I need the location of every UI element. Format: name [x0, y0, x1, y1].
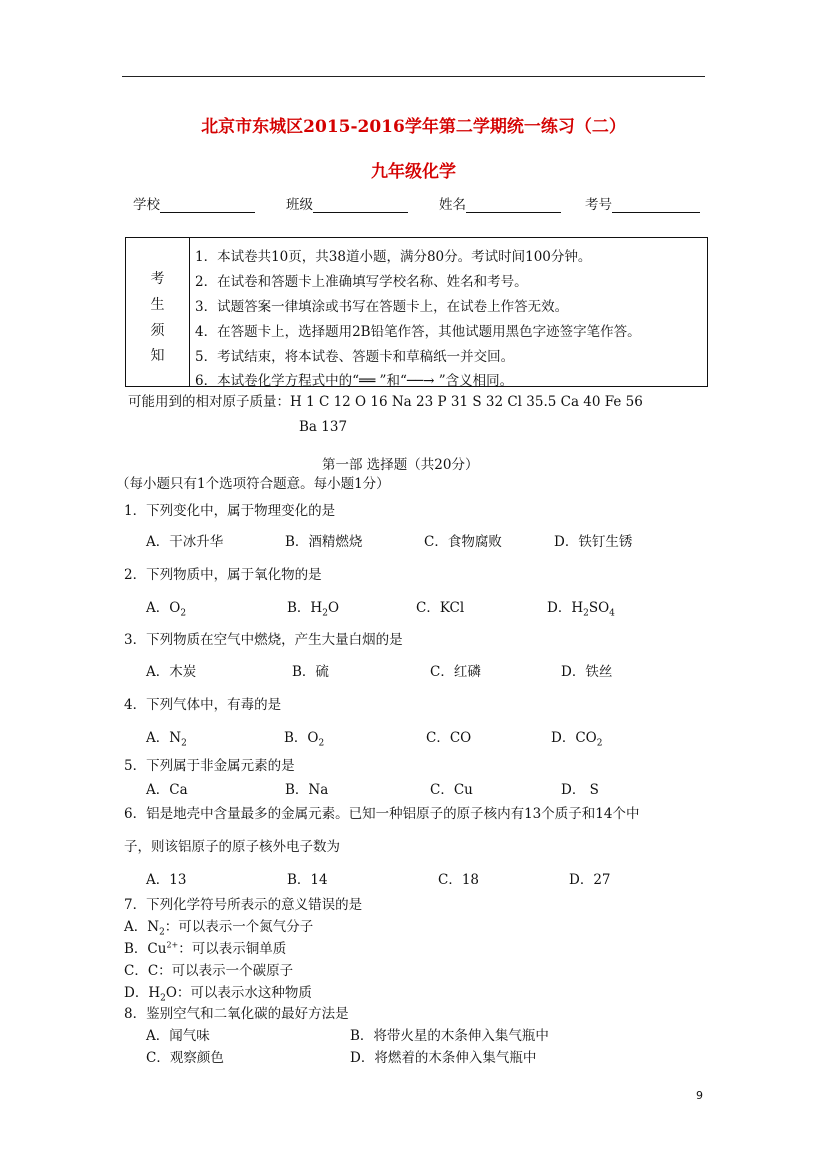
option-d[interactable]: D． S — [561, 782, 599, 798]
school-label: 学校 — [133, 197, 160, 213]
option-d[interactable] — [124, 981, 312, 1004]
section-note: （每小题只有1个选项符合题意。每小题1分） — [116, 476, 390, 492]
notice-item: 1．本试卷共10页，共38道小题，满分80分。考试时间100分钟。 — [195, 249, 592, 265]
option-a[interactable]: A．闻气味 — [146, 1028, 210, 1044]
option-c[interactable]: C．观察颜色 — [146, 1050, 224, 1066]
notice-box — [125, 237, 708, 387]
notice-item: 4．在答题卡上，选择题用2B铅笔作答，其他试题用黑色字迹签字笔作答。 — [195, 324, 641, 340]
option-c[interactable]: C．CO — [426, 730, 472, 746]
option-text: A．O — [146, 600, 181, 616]
notice-item: 3．试题答案一律填涂或书写在答题卡上，在试卷上作答无效。 — [195, 299, 569, 315]
subscript: 2 — [322, 608, 328, 619]
notice-item: 6．本试卷化学方程式中的“══ ”和“──→ ”含义相同。 — [195, 373, 514, 389]
option-d[interactable]: D．铁钉生锈 — [554, 534, 633, 550]
class-label: 班级 — [286, 197, 313, 213]
option-a[interactable]: A．Ca — [146, 782, 188, 798]
exam-title: 北京市东城区2015-2016学年第二学期统一练习（二） — [201, 117, 626, 137]
option-b[interactable] — [124, 937, 286, 957]
notice-heading-char: 考 — [150, 271, 165, 287]
name-label: 姓名 — [439, 197, 466, 213]
school-field — [133, 193, 255, 213]
question-stem-continued: 子，则该铝原子的原子核外电子数为 — [124, 839, 340, 855]
option-text: D．H — [547, 600, 584, 616]
option-tail: ：可以表示铜单质 — [178, 941, 287, 957]
name-blank[interactable] — [466, 198, 561, 213]
option-text: A．N — [124, 919, 160, 935]
notice-item: 5．考试结束，将本试卷、答题卡和草稿纸一并交回。 — [195, 349, 515, 365]
option-c[interactable]: C．食物腐败 — [424, 534, 502, 550]
subscript: 2 — [583, 608, 589, 619]
notice-heading — [126, 238, 190, 386]
notice-item: 2．在试卷和答题卡上准确填写学校名称、姓名和考号。 — [195, 274, 528, 290]
class-field — [286, 193, 408, 213]
notice-heading-char: 生 — [150, 297, 165, 313]
superscript: 2+ — [166, 940, 179, 950]
subscript: 2 — [596, 738, 603, 749]
option-a[interactable]: A．13 — [146, 872, 187, 888]
option-d[interactable]: D．27 — [569, 872, 611, 888]
option-a[interactable] — [146, 596, 186, 619]
option-c[interactable]: C．C：可以表示一个碳原子 — [124, 963, 294, 979]
option-text: D．H — [124, 985, 161, 1001]
option-b[interactable] — [284, 726, 324, 749]
option-text: B．H — [287, 600, 323, 616]
option-tail: SO — [588, 600, 610, 616]
school-blank[interactable] — [160, 198, 255, 213]
option-d[interactable] — [547, 596, 615, 619]
option-tail: O — [327, 600, 340, 616]
option-d[interactable]: D．铁丝 — [561, 664, 613, 680]
header-rule — [122, 76, 705, 77]
page-number: 9 — [696, 1089, 703, 1102]
question-stem: 2．下列物质中，属于氧化物的是 — [124, 567, 322, 583]
option-a[interactable] — [146, 726, 187, 749]
option-d[interactable] — [551, 726, 602, 749]
option-text: B．O — [284, 730, 319, 746]
notice-heading-char: 须 — [150, 323, 165, 339]
option-tail: O：可以表示水这种物质 — [165, 985, 312, 1001]
exam-number-field — [585, 193, 700, 213]
subscript: 4 — [609, 608, 615, 619]
question-stem: 7．下列化学符号所表示的意义错误的是 — [124, 897, 363, 913]
subscript: 2 — [159, 927, 165, 938]
option-a[interactable]: A．木炭 — [146, 664, 197, 680]
class-blank[interactable] — [313, 198, 408, 213]
subscript: 2 — [181, 738, 187, 749]
option-text: D．CO — [551, 730, 597, 746]
option-a[interactable]: A．干冰升华 — [146, 534, 224, 550]
exam-number-label: 考号 — [585, 197, 612, 213]
option-d[interactable]: D．将燃着的木条伸入集气瓶中 — [350, 1050, 537, 1066]
section-title: 第一部 选择题（共20分） — [322, 457, 479, 473]
option-a[interactable] — [124, 915, 313, 938]
question-stem: 3．下列物质在空气中燃烧，产生大量白烟的是 — [124, 632, 403, 648]
option-b[interactable]: B．将带火星的木条伸入集气瓶中 — [350, 1028, 549, 1044]
option-c[interactable]: C．红磷 — [430, 664, 481, 680]
atomic-masses-line2: Ba 137 — [299, 419, 348, 435]
option-c[interactable]: C．18 — [438, 872, 480, 888]
subscript: 2 — [180, 608, 187, 619]
question-stem: 4．下列气体中，有毒的是 — [124, 697, 282, 713]
question-stem: 8．鉴别空气和二氧化碳的最好方法是 — [124, 1006, 349, 1022]
subscript: 2 — [318, 738, 325, 749]
name-field — [439, 193, 561, 213]
question-stem: 6．铝是地壳中含量最多的金属元素。已知一种铝原子的原子核内有13个质子和14个中 — [124, 806, 640, 822]
question-stem: 1．下列变化中，属于物理变化的是 — [124, 503, 336, 519]
exam-number-blank[interactable] — [612, 198, 700, 213]
option-c[interactable]: C．Cu — [430, 782, 473, 798]
option-text: A．N — [146, 730, 182, 746]
subscript: 2 — [160, 993, 166, 1004]
option-b[interactable]: B．酒精燃烧 — [285, 534, 363, 550]
atomic-masses-line1: 可能用到的相对原子质量：H 1 C 12 O 16 Na 23 P 31 S 32 Cl 35.5 Ca 40 Fe 56 — [128, 394, 643, 410]
option-b[interactable] — [287, 596, 339, 619]
option-tail: ：可以表示一个氮气分子 — [164, 919, 314, 935]
option-c[interactable]: C．KCl — [416, 600, 465, 616]
exam-subtitle: 九年级化学 — [371, 162, 456, 182]
option-text: B．Cu — [124, 941, 167, 957]
option-b[interactable]: B．14 — [287, 872, 328, 888]
question-stem: 5．下列属于非金属元素的是 — [124, 758, 295, 774]
notice-heading-char: 知 — [150, 348, 165, 364]
option-b[interactable]: B．硫 — [292, 664, 329, 680]
option-b[interactable]: B．Na — [285, 782, 329, 798]
